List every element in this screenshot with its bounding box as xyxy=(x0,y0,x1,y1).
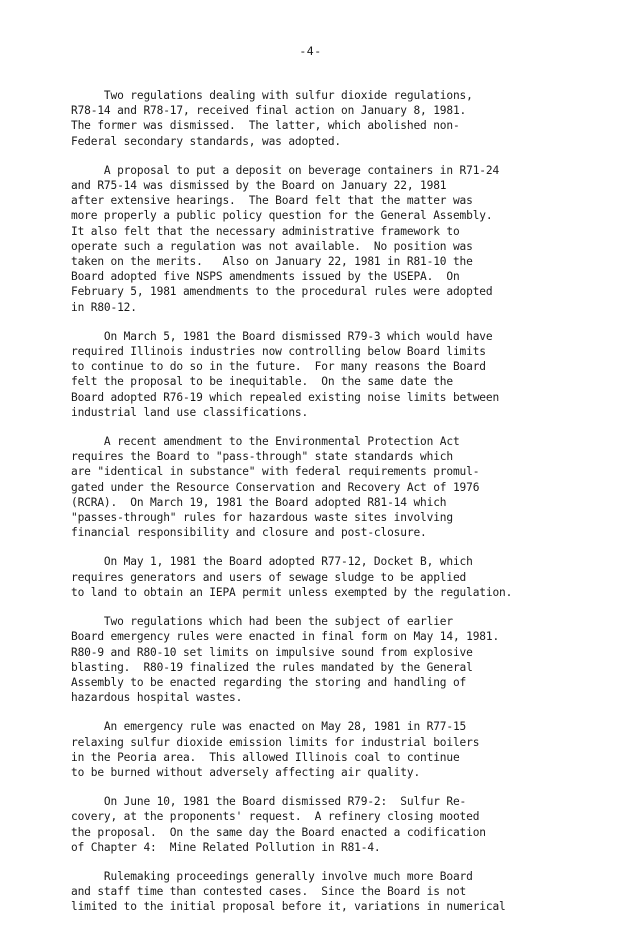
text-line: relaxing sulfur dioxide emission limits for industrial boilers xyxy=(71,735,480,749)
text-line: blasting. R80-19 finalized the rules mandated by the General xyxy=(71,660,473,674)
text-line: A recent amendment to the Environmental Protection Act xyxy=(71,435,460,449)
text-line: Board emergency rules were enacted in final form on May 14, 1981. xyxy=(71,630,500,644)
text-line: taken on the merits. Also on January 22, 1981 in R81-10 the xyxy=(71,255,473,269)
text-line: operate such a regulation was not available. No position was xyxy=(71,239,473,253)
text-line: required Illinois industries now controlling below Board limits xyxy=(71,345,486,359)
text-line: On March 5, 1981 the Board dismissed R79-3 which would have xyxy=(71,329,493,343)
text-line: hazardous hospital wastes. xyxy=(71,691,243,705)
text-line: felt the proposal to be inequitable. On the same date the xyxy=(71,375,453,389)
text-line: to continue to do so in the future. For many reasons the Board xyxy=(71,360,486,374)
text-line: R78-14 and R78-17, received final action on January 8, 1981. xyxy=(71,104,467,118)
text-line: The former was dismissed. The latter, which abolished non- xyxy=(71,119,460,133)
text-line: and staff time than contested cases. Since the Board is not xyxy=(71,885,467,899)
paragraph xyxy=(71,88,571,149)
text-line: "passes-through" rules for hazardous waste sites involving xyxy=(71,511,453,525)
text-line: in R80-12. xyxy=(71,300,137,314)
text-line: are "identical in substance" with federal requirements promul- xyxy=(71,465,480,479)
text-line: the proposal. On the same day the Board enacted a codification xyxy=(71,825,486,839)
text-line: Board adopted R76-19 which repealed existing noise limits between xyxy=(71,390,500,404)
text-line: and R75-14 was dismissed by the Board on January 22, 1981 xyxy=(71,179,447,193)
text-line: R80-9 and R80-10 set limits on impulsive sound from explosive xyxy=(71,645,473,659)
text-line: limited to the initial proposal before it, variations in numerical xyxy=(71,900,506,914)
text-line: covery, at the proponents' request. A refinery closing mooted xyxy=(71,810,480,824)
paragraph xyxy=(71,554,571,600)
text-line: Two regulations which had been the subject of earlier xyxy=(71,615,453,629)
text-line: On May 1, 1981 the Board adopted R77-12, Docket B, which xyxy=(71,555,473,569)
text-line: Rulemaking proceedings generally involve much more Board xyxy=(71,869,473,883)
text-line: February 5, 1981 amendments to the procedural rules were adopted xyxy=(71,285,493,299)
text-line: requires generators and users of sewage sludge to be applied xyxy=(71,570,467,584)
paragraph xyxy=(71,614,571,705)
document-body xyxy=(71,88,571,929)
text-line: Board adopted five NSPS amendments issued by the USEPA. On xyxy=(71,270,460,284)
text-line: It also felt that the necessary administrative framework to xyxy=(71,224,460,238)
text-line: Two regulations dealing with sulfur dioxide regulations, xyxy=(71,89,473,102)
text-line: Assembly to be enacted regarding the storing and handling of xyxy=(71,675,467,689)
text-line: industrial land use classifications. xyxy=(71,405,309,419)
text-line: (RCRA). On March 19, 1981 the Board adopted R81-14 which xyxy=(71,495,447,509)
paragraph xyxy=(71,329,571,420)
text-line: to be burned without adversely affecting air quality. xyxy=(71,765,421,779)
text-line: more properly a public policy question for the General Assembly. xyxy=(71,209,493,223)
page-number: -4- xyxy=(299,44,322,58)
paragraph xyxy=(71,794,571,855)
paragraph xyxy=(71,869,571,915)
paragraph xyxy=(71,719,571,780)
text-line: On June 10, 1981 the Board dismissed R79-2: Sulfur Re- xyxy=(71,795,467,809)
paragraph xyxy=(71,434,571,540)
text-line: financial responsibility and closure and post-closure. xyxy=(71,526,427,540)
text-line: to land to obtain an IEPA permit unless exempted by the regulation. xyxy=(71,585,513,599)
text-line: A proposal to put a deposit on beverage containers in R71-24 xyxy=(71,163,500,177)
text-line: An emergency rule was enacted on May 28, 1981 in R77-15 xyxy=(71,720,467,734)
text-line: of Chapter 4: Mine Related Pollution in R81-4. xyxy=(71,840,381,854)
text-line: Federal secondary standards, was adopted. xyxy=(71,134,342,148)
text-line: in the Peoria area. This allowed Illinois coal to continue xyxy=(71,750,460,764)
text-line: after extensive hearings. The Board felt that the matter was xyxy=(71,194,473,208)
text-line: requires the Board to "pass-through" state standards which xyxy=(71,450,453,464)
paragraph xyxy=(71,163,571,315)
text-line: gated under the Resource Conservation and Recovery Act of 1976 xyxy=(71,480,480,494)
